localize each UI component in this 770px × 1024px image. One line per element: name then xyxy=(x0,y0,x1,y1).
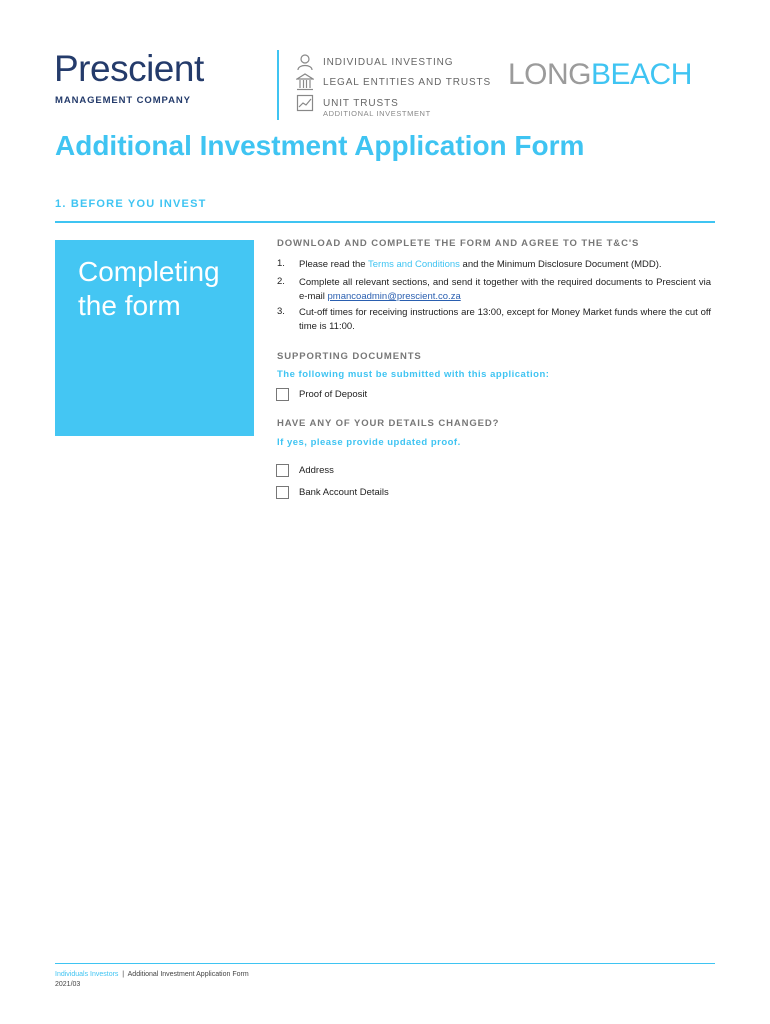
list-text-pre: Complete all relevant sections, and send it together with the required documents to Prescient via e-mail xyxy=(299,277,711,302)
list-number: 3. xyxy=(277,306,285,317)
section-heading: 1. BEFORE YOU INVEST xyxy=(55,198,207,210)
footer-text xyxy=(55,971,249,978)
prescient-logo: Prescient xyxy=(54,48,204,89)
terms-link[interactable]: Terms and Conditions xyxy=(368,259,460,270)
completing-box-text: Completing the form xyxy=(78,256,220,321)
address-checkbox[interactable] xyxy=(276,464,289,477)
list-item xyxy=(299,276,711,304)
nav-individual-investing xyxy=(296,53,453,71)
section-divider xyxy=(55,221,715,223)
longbeach-logo xyxy=(508,58,692,92)
bank-account-row xyxy=(276,486,389,499)
header-divider xyxy=(277,50,279,120)
bank-icon xyxy=(296,73,314,91)
checkbox-label: Address xyxy=(299,465,334,476)
supporting-note: The following must be submitted with this application: xyxy=(277,369,550,380)
nav-subtitle: ADDITIONAL INVESTMENT xyxy=(323,109,431,118)
person-icon xyxy=(296,53,314,71)
list-text-post: and the Minimum Disclosure Document (MDD). xyxy=(459,259,662,270)
footer-doc-name: Additional Investment Application Form xyxy=(127,971,249,978)
list-item: Cut-off times for receiving instructions are 13:00, except for Money Market funds where the cut off time is 11:00. xyxy=(299,307,711,332)
footer-separator: | xyxy=(118,971,128,978)
page-title: Additional Investment Application Form xyxy=(55,130,585,161)
supporting-heading: SUPPORTING DOCUMENTS xyxy=(277,351,422,362)
checkbox-label: Proof of Deposit xyxy=(299,389,368,400)
list-text-pre: Please read the xyxy=(299,259,369,270)
brand-part1: LONG xyxy=(508,58,592,91)
logo-subtitle: MANAGEMENT COMPANY xyxy=(55,95,191,106)
footer-link[interactable]: Individuals Investors xyxy=(55,971,119,978)
list-number: 1. xyxy=(277,258,285,269)
email-link[interactable]: pmancoadmin@prescient.co.za xyxy=(327,291,461,302)
list-number: 2. xyxy=(277,276,285,287)
checkbox-label: Bank Account Details xyxy=(299,487,389,498)
list-item xyxy=(299,258,711,272)
nav-label: LEGAL ENTITIES AND TRUSTS xyxy=(323,76,492,88)
bank-account-checkbox[interactable] xyxy=(276,486,289,499)
chart-icon xyxy=(296,94,314,112)
download-heading: DOWNLOAD AND COMPLETE THE FORM AND AGREE TO THE T&C'S xyxy=(277,238,640,249)
footer-date: 2021/03 xyxy=(55,981,81,988)
footer-divider xyxy=(55,963,715,964)
changed-note: If yes, please provide updated proof. xyxy=(277,437,461,448)
nav-label: INDIVIDUAL INVESTING xyxy=(323,56,454,68)
proof-of-deposit-row xyxy=(276,388,367,401)
changed-heading: HAVE ANY OF YOUR DETAILS CHANGED? xyxy=(277,418,500,429)
proof-of-deposit-checkbox[interactable] xyxy=(276,388,289,401)
nav-legal-entities xyxy=(296,73,491,91)
address-row xyxy=(276,464,334,477)
brand-part2: BEACH xyxy=(591,58,692,91)
nav-label: UNIT TRUSTS xyxy=(323,97,399,109)
